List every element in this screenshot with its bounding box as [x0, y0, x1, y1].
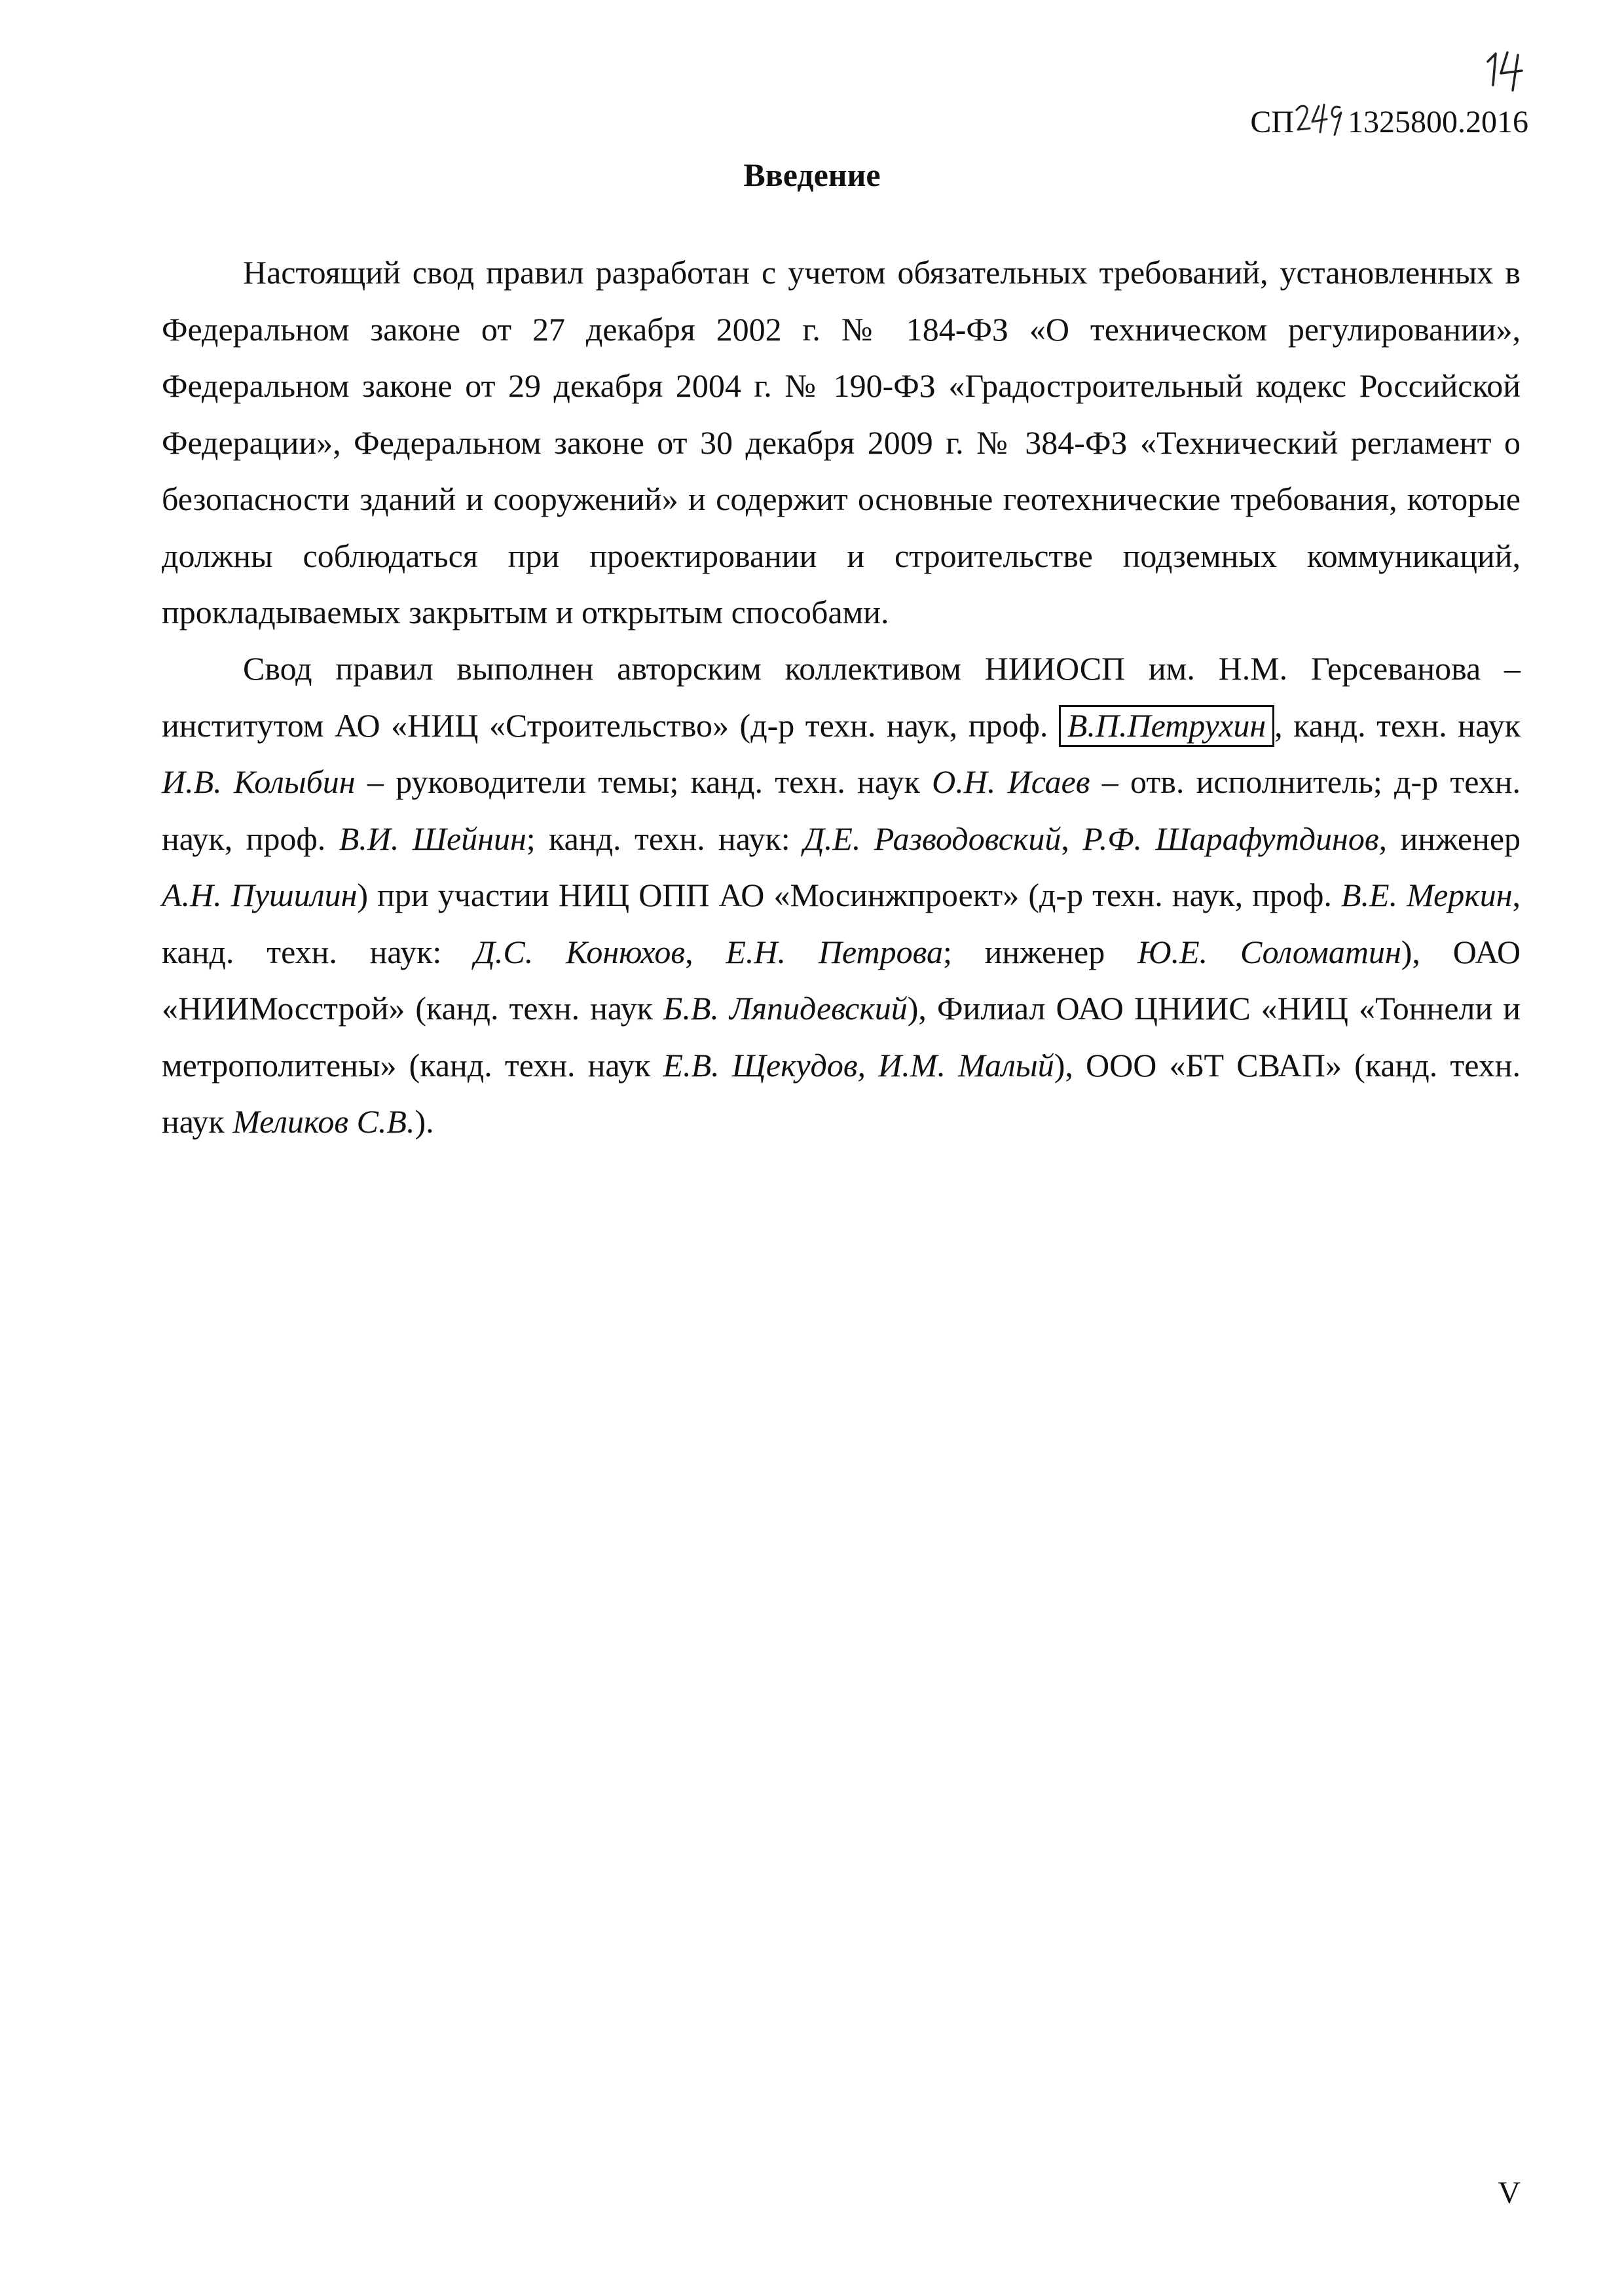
p2-name-02: И.В. Колыбин	[162, 763, 356, 800]
p2-name-11: Ю.Е. Соломатин	[1137, 933, 1401, 970]
p2-name-14: Меликов С.В.	[232, 1103, 415, 1140]
p2-text-12: ), ОАО «НИИМосстрой» (канд. техн. наук	[162, 933, 1521, 1027]
p2-name-09: Д.С. Конюхов	[474, 933, 686, 970]
p2-name-13: Е.В. Щекудов, И.М. Малый	[663, 1046, 1054, 1084]
p2-name-10: Е.Н. Петрова	[726, 933, 943, 970]
section-title: Введение	[743, 156, 881, 193]
p2-text-13: ), Филиал ОАО ЦНИИС «НИЦ «Тоннели и метрополитены» (канд. техн. наук	[162, 990, 1521, 1084]
p2-text-05: ; канд. техн. наук:	[526, 820, 790, 857]
paragraph-1-text: Настоящий свод правил разработан с учетом обязательных требований, установленных в Федеральном законе от 27 декабря 2002 г. № 184-ФЗ «О техническом регулировании», Федеральном законе от 29 декабря 2004 г. № 190-ФЗ «Градостроительный кодекс Российской Федерации», Федеральном законе от 30 декабря 2009 г. № 384-ФЗ «Технический регламент о безопасности зданий и сооружений» и содержит основные геотехнические требования, которые должны соблюдаться при проектировании и строительстве подземных коммуникаций, прокладываемых закрытым и открытым способами.	[162, 254, 1521, 630]
p2-text-03: – руководители темы; канд. техн. наук	[367, 763, 920, 800]
p2-text-10: ,	[685, 933, 693, 970]
p2-text-01: Свод правил выполнен авторским коллективом НИИОСП им. Н.М. Герсеванова – институтом АО «НИЦ «Строительство» (д-р техн. наук, проф.	[162, 650, 1521, 744]
p2-text-08: ) при участии НИЦ ОПП АО «Мосинжпроект» (д-р техн. наук, проф.	[357, 877, 1332, 913]
p2-text-11: ; инженер	[942, 933, 1105, 970]
p2-text-09: , канд. техн. наук:	[162, 877, 1521, 970]
paragraph-1	[162, 244, 1521, 641]
p2-text-15: ).	[415, 1103, 434, 1140]
p2-text-14: ), ООО «БТ СВАП» (канд. техн. наук	[162, 1046, 1521, 1140]
document-code-suffix: 1325800.2016	[1348, 105, 1528, 139]
p2-text-07: инженер	[1400, 820, 1521, 857]
handwritten-sheet-number-icon	[1481, 45, 1534, 97]
p2-text-06: ,	[1061, 820, 1069, 857]
p2-name-06: Р.Ф. Шарафутдинов,	[1082, 820, 1388, 857]
document-code-prefix: СП	[1250, 105, 1294, 139]
handwritten-code-icon	[1294, 100, 1348, 137]
p2-text-04: – отв. исполнитель; д-р техн. наук, проф.	[162, 763, 1521, 857]
paragraph-2	[162, 640, 1521, 1150]
boxed-author-name: В.П.Петрухин	[1059, 705, 1274, 747]
p2-name-08: В.Е. Меркин	[1340, 877, 1513, 913]
p2-name-04: В.И. Шейнин	[339, 820, 526, 857]
p2-text-02: , канд. техн. наук	[1274, 706, 1521, 744]
document-code	[1250, 100, 1528, 142]
p2-name-03: О.Н. Исаев	[932, 763, 1090, 800]
p2-name-05: Д.Е. Разводовский	[803, 820, 1061, 857]
p2-name-12: Б.В. Ляпидевский	[663, 990, 908, 1027]
page-number: V	[1498, 2176, 1521, 2210]
paragraph-2-text	[162, 640, 1521, 1150]
p2-name-07: А.Н. Пушилин	[162, 877, 358, 913]
